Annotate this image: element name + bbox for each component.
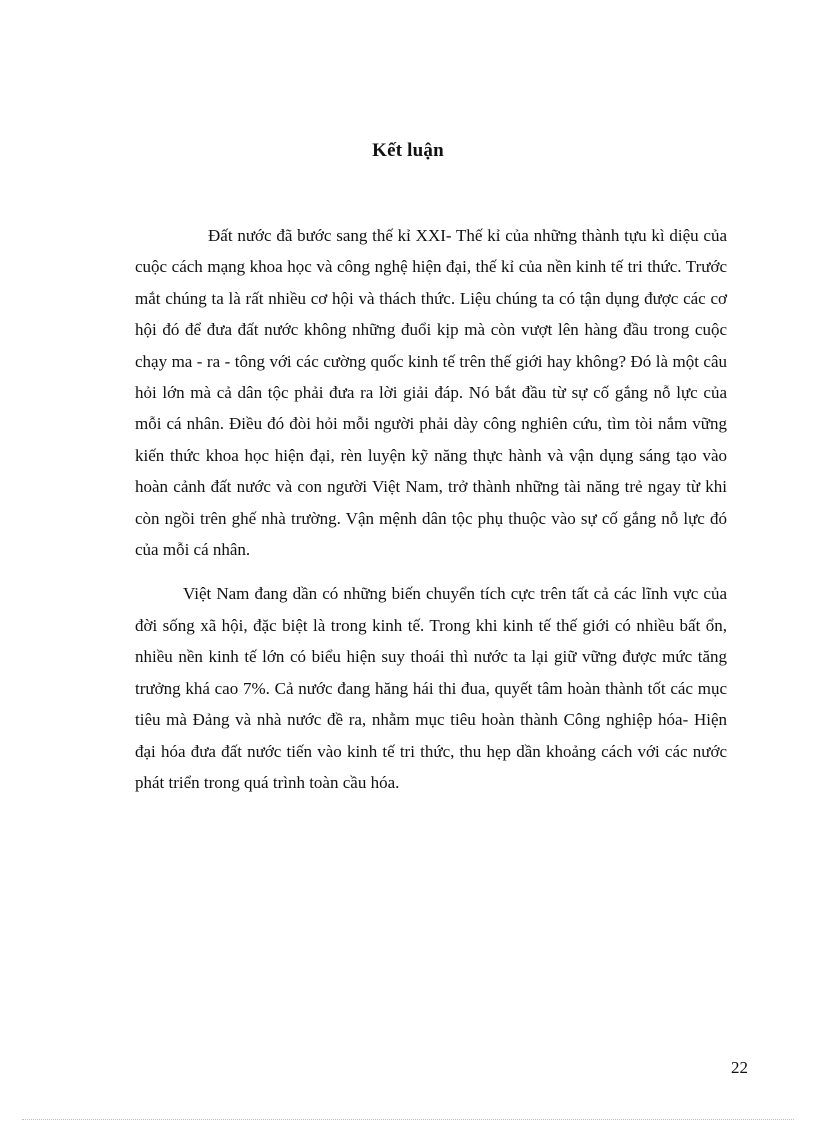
- page-title: [0, 140, 816, 162]
- body-text: [135, 220, 727, 798]
- paragraph-2: Việt Nam đang dần có những biến chuyển tích cực trên tất cả các lĩnh vực của đời sống xã hội, đặc biệt là trong kinh tế. Trong khi kinh tế thế giới có nhiều bất ổn, nhiều nền kinh tế lớn có biểu hiện suy thoái thì nước ta lại giữ vững được mức tăng trưởng khá cao 7%. Cả nước đang hăng hái thi đua, quyết tâm hoàn thành tốt các mục tiêu mà Đảng và nhà nước đề ra, nhằm mục tiêu hoàn thành Công nghiệp hóa- Hiện đại hóa đưa đất nước tiến vào kinh tế tri thức, thu hẹp dần khoảng cách với các nước phát triển trong quá trình toàn cầu hóa.: [135, 584, 727, 792]
- page-number: 22: [731, 1058, 748, 1077]
- footer-divider: [22, 1119, 794, 1120]
- page-title-text: Kết luận: [372, 140, 444, 161]
- paragraph-1: Đất nước đã bước sang thế kỉ XXI- Thế kỉ của những thành tựu kì diệu của cuộc cách mạng khoa học và công nghệ hiện đại, thế kỉ của nền kinh tế tri thức. Trước mắt chúng ta là rất nhiều cơ hội và thách thức. Liệu chúng ta có tận dụng được các cơ hội đó để đưa đất nước không những đuổi kịp mà còn vượt lên hàng đầu trong cuộc chạy ma - ra - tông với các cường quốc kinh tế trên thế giới hay không? Đó là một câu hỏi lớn mà cả dân tộc phải đưa ra lời giải đáp. Nó bắt đầu từ sự cố gắng nỗ lực của mỗi cá nhân. Điều đó đòi hỏi mỗi người phải dày công nghiên cứu, tìm tòi nắm vững kiến thức khoa học hiện đại, rèn luyện kỹ năng thực hành và vận dụng sáng tạo vào hoàn cảnh đất nước và con người Việt Nam, trở thành những tài năng trẻ ngay từ khi còn ngồi trên ghế nhà trường. Vận mệnh dân tộc phụ thuộc vào sự cố gắng nỗ lực đó của mỗi cá nhân.: [135, 226, 727, 560]
